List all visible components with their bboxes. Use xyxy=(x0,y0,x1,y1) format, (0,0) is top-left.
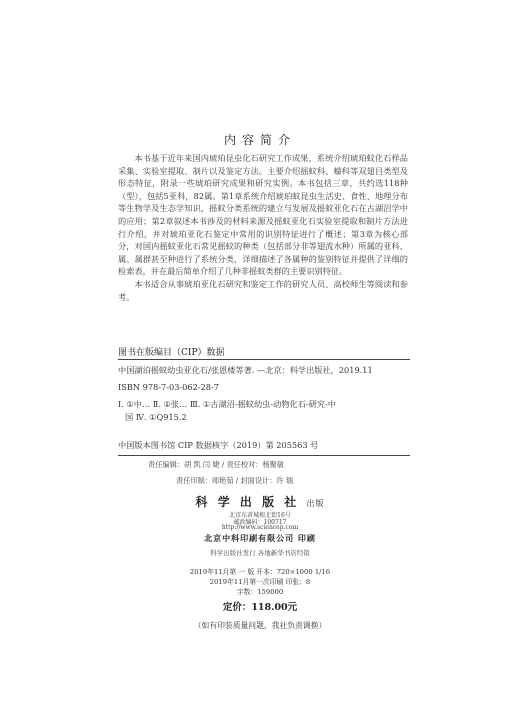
publisher-address: 北京东黄城根北街16号 xyxy=(229,512,291,519)
editor-credit: 责任编辑：胡 凯 闫 婕 / 责任校对：杨聚敏 xyxy=(148,460,285,469)
price: 定价：118.00元 xyxy=(222,602,298,613)
cip-isbn: ISBN 978-7-03-062-28-7 xyxy=(118,382,219,392)
print-credit: 责任印制：师艳茹 / 封面设计：许 瑞 xyxy=(176,476,294,485)
cip-title-line: 中国湖泊摇蚊幼虫亚化石/张恩楼等著. —北京：科学出版社，2019.11 xyxy=(118,365,373,375)
quality-notice: （如有印装质量问题，我社负责调换） xyxy=(193,621,327,630)
edition-line-1: 2019年11月第 一 版 开本：720×1000 1/16 xyxy=(189,568,331,576)
printer-name: 北京中科印刷有限公司 印刷 xyxy=(204,533,316,543)
intro-title: 内容简介 xyxy=(223,133,296,147)
cip-record-number: 中国版本图书馆 CIP 数据核字（2019）第 205563 号 xyxy=(118,440,319,450)
distribution-line: 科学出版社发行 各地新华书店经销 xyxy=(210,549,310,557)
cip-classification: 国 Ⅳ. ①Q915.2 xyxy=(125,412,187,422)
cip-divider-top xyxy=(118,359,410,360)
edition-line-2: 2019年11月第一次印刷 印张：8 xyxy=(209,578,311,586)
cip-divider-bottom xyxy=(118,455,410,456)
intro-paragraph-1: 本书基于近年来国内琥珀昆虫化石研究工作成果，系统介绍琥珀蚊化石样品采集、实验室提取、制片以及鉴定方法。主要介绍摇蚊科、蠓科等双翅目类型及形态特征，附录一些琥珀研究成果和研究实例。本书包括三章，共约选118种（型），包括5亚科，82属。第1章系统介绍琥珀蚊昆虫生活史、食性、地理分布等生物学及生态学知识，摇蚊分类系统的建立与发展及摇蚊亚化石在古湖沼学中的应用；第2章叙述本书涉及的材料来源及摇蚊亚化石实验室提取和制片方法进行介绍，并对琥珀亚化石鉴定中常用的识别特征进行了概述；第3章为核心部分，对国内摇蚊亚化石常见摇蚊的种类（包括部分非等翅流水种）所属的亚科、属、属群甚至种进行了系统分类，详细描述了各属种的鉴别特征并提供了详细的检索表，并在最后简单介绍了几种非摇蚊类群的主要识别特征。 xyxy=(118,153,408,277)
publisher-name xyxy=(0,493,520,510)
publisher-url: http://www.sciencep.com xyxy=(221,524,299,531)
publisher-name-text: 科 学 出 版 社 xyxy=(195,495,300,509)
intro-paragraph-2: 本书适合从事琥珀亚化石研究和鉴定工作的研究人员、高校师生等阅读和参考。 xyxy=(118,278,408,302)
cip-subject-line: Ⅰ. ①中… Ⅱ. ①张… Ⅲ. ①古湖沼-摇蚊幼虫-动物化石-研究-中 xyxy=(118,399,336,409)
intro-body xyxy=(118,152,408,303)
publisher-suffix: 出版 xyxy=(306,499,325,508)
word-count: 字数：159000 xyxy=(236,588,284,596)
publisher-postcode: 邮政编码：100717 xyxy=(233,519,287,526)
cip-heading: 图书在版编目（CIP）数据 xyxy=(118,348,225,358)
